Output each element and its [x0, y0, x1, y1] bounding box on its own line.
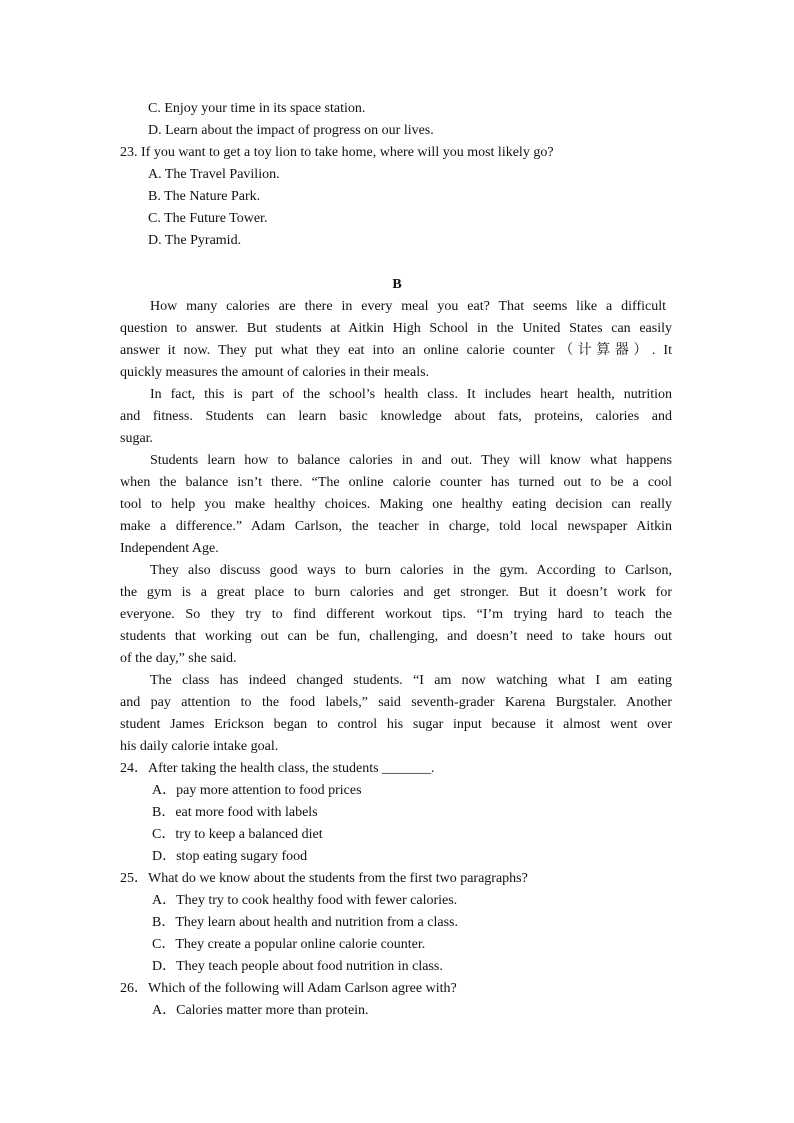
q24-option-a: A．pay more attention to food prices	[152, 783, 362, 798]
q23-option-d: D. The Pyramid.	[148, 233, 242, 248]
passage-line: Independent Age.	[120, 541, 219, 556]
passage-line: students that working out can be fun, challenging, and doesn’t need to take hours out	[120, 629, 672, 644]
passage-line: student James Erickson began to control his sugar input because it almost went over	[120, 717, 672, 732]
q25-option-a: A．They try to cook healthy food with fewer calories.	[152, 893, 458, 908]
q23-option-c: C. The Future Tower.	[148, 211, 268, 226]
passage-line: make a difference.” Adam Carlson, the teacher in charge, told local newspaper Aitkin	[120, 519, 672, 534]
passage-line: and pay attention to the food labels,” said seventh-grader Karena Burgstaler. Another	[120, 695, 672, 710]
q24-stem: 24．After taking the health class, the students _______.	[120, 761, 435, 776]
q23-option-b: B. The Nature Park.	[148, 189, 261, 204]
passage-line: question to answer. But students at Aitkin High School in the United States can easily	[120, 321, 672, 336]
passage-line: They also discuss good ways to burn calories in the gym. According to Carlson,	[150, 563, 672, 578]
passage-line: when the balance isn’t there. “The online calorie counter has turned out to be a cool	[120, 475, 672, 490]
passage-line: of the day,” she said.	[120, 651, 237, 666]
q25-option-d: D．They teach people about food nutrition in class.	[152, 959, 443, 974]
passage-line: the gym is a great place to burn calories and get stronger. But it doesn’t work for	[120, 585, 672, 600]
q26-option-a: A．Calories matter more than protein.	[152, 1003, 369, 1018]
q24-option-c: C．try to keep a balanced diet	[152, 827, 323, 842]
passage-line: sugar.	[120, 431, 154, 446]
q25-stem: 25．What do we know about the students from the first two paragraphs?	[120, 871, 528, 886]
passage-line: quickly measures the amount of calories in their meals.	[120, 365, 430, 380]
passage-line: answer it now. They put what they eat into an online calorie counter（计算器）. It	[120, 343, 672, 358]
q26-stem: 26．Which of the following will Adam Carlson agree with?	[120, 981, 457, 996]
section-heading: B	[392, 277, 402, 292]
passage-line: his daily calorie intake goal.	[120, 739, 279, 754]
q24-option-b: B．eat more food with labels	[152, 805, 318, 820]
q23-stem: 23. If you want to get a toy lion to take home, where will you most likely go?	[120, 145, 554, 160]
q23-option-a: A. The Travel Pavilion.	[148, 167, 280, 182]
q25-option-b: B．They learn about health and nutrition from a class.	[152, 915, 458, 930]
passage-line: everyone. So they try to find different workout tips. “I’m trying hard to teach the	[120, 607, 672, 622]
passage-line: and fitness. Students can learn basic knowledge about fats, proteins, calories and	[120, 409, 672, 424]
q22-option-d: D. Learn about the impact of progress on our lives.	[148, 123, 434, 138]
q24-option-d: D．stop eating sugary food	[152, 849, 308, 864]
q22-option-c: C. Enjoy your time in its space station.	[148, 101, 366, 116]
q25-option-c: C．They create a popular online calorie counter.	[152, 937, 426, 952]
passage-line: How many calories are there in every meal you eat? That seems like a difficult	[150, 299, 666, 314]
passage-line: In fact, this is part of the school’s health class. It includes heart health, nutrition	[150, 387, 672, 402]
passage-line: The class has indeed changed students. “I am now watching what I am eating	[150, 673, 672, 688]
passage-line: Students learn how to balance calories in and out. They will know what happens	[150, 453, 672, 468]
passage-line: tool to help you make healthy choices. Making one healthy eating decision can really	[120, 497, 672, 512]
